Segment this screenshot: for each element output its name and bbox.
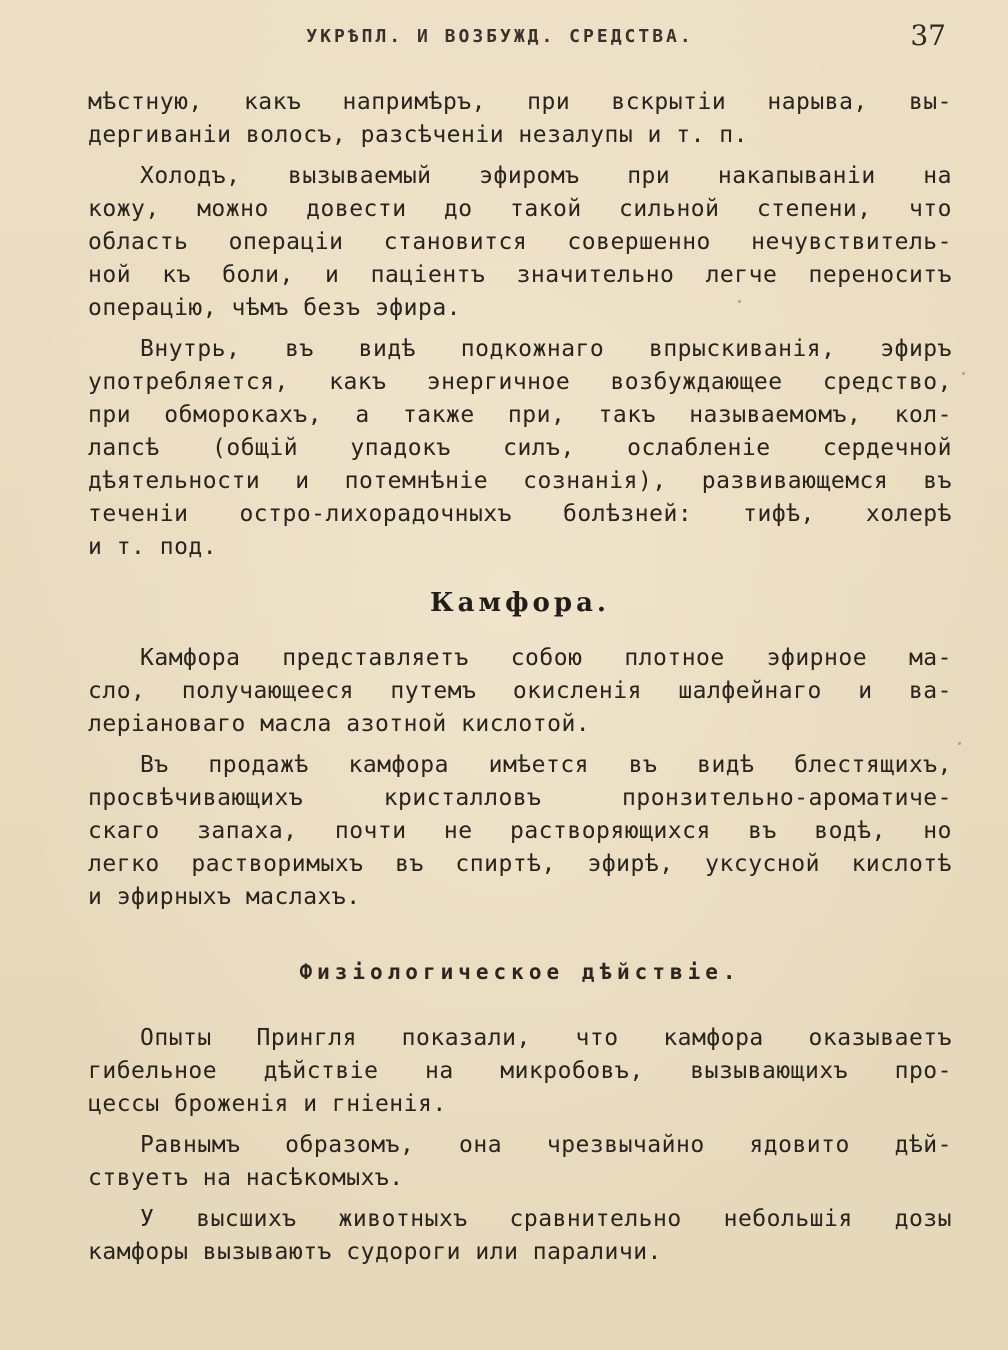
text-line: теченіи остро-лихорадочныхъ болѣзней: тифѣ, холерѣ (88, 501, 952, 527)
text-line: операцію, чѣмъ безъ эфира. (88, 295, 462, 321)
running-head (88, 19, 950, 52)
text-line: Опыты Прингля показали, что камфора оказываетъ (140, 1025, 952, 1051)
section-heading: Камфора. (430, 588, 610, 618)
text-line: кожу, можно довести до такой сильной степени, что (88, 196, 952, 222)
text-block-camphor (88, 642, 952, 914)
paragraph (88, 333, 952, 564)
text-line: сло, получающееся путемъ окисленія шалфейнаго и ва- (88, 678, 952, 704)
paragraph (88, 749, 952, 914)
text-line: Камфора представляетъ собою плотное эфирное ма- (140, 645, 952, 671)
text-line: Въ продажѣ камфора имѣется въ видѣ блестящихъ, (140, 752, 952, 778)
text-line: камфоры вызываютъ судороги или параличи. (88, 1239, 662, 1265)
subsection-heading: Физіологическое дѣйствіе. (299, 960, 741, 984)
text-line: и эфирныхъ маслахъ. (88, 884, 361, 910)
paragraph (88, 86, 952, 152)
text-line: при обморокахъ, а также при, такъ называемомъ, кол- (88, 402, 952, 428)
text-line: ствуетъ на насѣкомыхъ. (88, 1165, 404, 1191)
text-line: и т. под. (88, 534, 218, 560)
text-line: Холодъ, вызываемый эфиромъ при накапываніи на (140, 163, 952, 189)
paragraph (88, 1203, 952, 1269)
paragraph (88, 1129, 952, 1195)
text-line: просвѣчивающихъ кристалловъ пронзительно-ароматиче- (88, 785, 952, 811)
text-line: лапсѣ (общій упадокъ силъ, ослабленіе сердечной (88, 435, 952, 461)
text-block-intro (88, 86, 952, 564)
text-line: гибельное дѣйствіе на микробовъ, вызывающихъ про- (88, 1058, 952, 1084)
text-line: леріановаго масла азотной кислотой. (88, 711, 591, 737)
text-line: цессы броженія и гніенія. (88, 1091, 447, 1117)
paragraph (88, 642, 952, 741)
text-line: У высшихъ животныхъ сравнительно небольшія дозы (140, 1206, 952, 1232)
paragraph (88, 1022, 952, 1121)
paper-speck (958, 742, 961, 745)
text-line: легко растворимыхъ въ спиртѣ, эфирѣ, уксусной кислотѣ (88, 851, 952, 877)
paper-speck (962, 372, 965, 375)
text-block-physiology (88, 1022, 952, 1269)
page-number: 37 (910, 19, 946, 52)
running-title: УКРѢПЛ. И ВОЗБУЖД. СРЕДСТВА. (306, 26, 694, 47)
paragraph (88, 160, 952, 325)
text-line: область операціи становится совершенно нечувствитель- (88, 229, 952, 255)
text-line: скаго запаха, почти не растворяющихся въ водѣ, но (88, 818, 952, 844)
text-line: дергиваніи волосъ, разсѣченіи незалупы и т. п. (88, 122, 748, 148)
text-line: употребляется, какъ энергичное возбуждающее средство, (88, 369, 952, 395)
text-line: Равнымъ образомъ, она чрезвычайно ядовито дѣй- (140, 1132, 952, 1158)
text-line: дѣятельности и потемнѣніе сознанія), развивающемся въ (88, 468, 952, 494)
text-line: Внутрь, въ видѣ подкожнаго впрыскиванія, эфиръ (140, 336, 952, 362)
text-line: ной къ боли, и паціентъ значительно легче переноситъ (88, 262, 952, 288)
paper-speck (738, 300, 741, 303)
text-line: мѣстную, какъ напримѣръ, при вскрытіи нарыва, вы- (88, 89, 952, 115)
